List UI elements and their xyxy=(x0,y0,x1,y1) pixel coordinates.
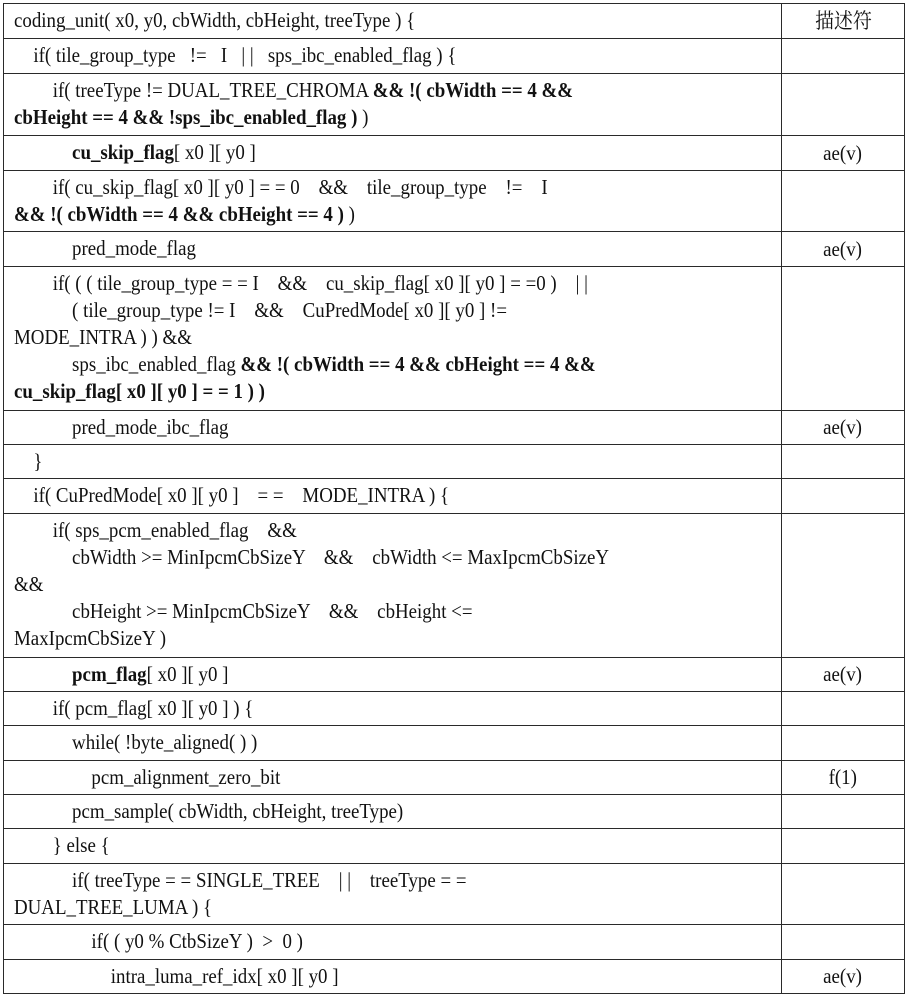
syntax-line xyxy=(14,351,704,378)
syntax-table-body xyxy=(4,4,905,994)
syntax-line xyxy=(14,414,704,441)
table-row xyxy=(4,171,905,232)
table-row xyxy=(4,445,905,479)
syntax-text: while( !byte_aligned( ) ) xyxy=(72,730,258,754)
syntax-text: pred_mode_flag xyxy=(72,236,196,260)
syntax-text: MODE_INTRA ) ) && xyxy=(14,325,192,349)
descriptor-cell xyxy=(782,960,905,994)
syntax-bold-text: cbHeight == 4 && !sps_ibc_enabled_flag ) xyxy=(14,105,363,129)
syntax-bold-text: && !( cbWidth == 4 && cbHeight == 4 ) xyxy=(14,202,349,226)
table-row xyxy=(4,829,905,864)
descriptor-text: ae(v) xyxy=(823,964,863,988)
syntax-bold-text: && !( cbWidth == 4 && cbHeight == 4 && xyxy=(240,352,596,376)
syntax-text: if( treeType = = SINGLE_TREE | | treeType = = xyxy=(72,868,467,892)
syntax-table xyxy=(3,3,905,994)
syntax-cell xyxy=(4,726,782,761)
syntax-text: if( pcm_flag[ x0 ][ y0 ] ) { xyxy=(52,696,254,720)
syntax-line xyxy=(14,798,704,825)
syntax-cell xyxy=(4,960,782,994)
descriptor-cell xyxy=(782,692,905,726)
syntax-line xyxy=(14,324,704,351)
syntax-line xyxy=(14,448,704,475)
syntax-line xyxy=(14,482,704,509)
table-row xyxy=(4,479,905,514)
descriptor-header-text: 描述符 xyxy=(814,8,872,33)
syntax-text: } else { xyxy=(52,833,110,857)
descriptor-cell xyxy=(782,74,905,136)
syntax-line xyxy=(14,544,704,571)
syntax-line xyxy=(14,139,704,166)
table-row xyxy=(4,514,905,658)
syntax-bold-text: cu_skip_flag xyxy=(72,140,174,164)
syntax-cell xyxy=(4,795,782,829)
syntax-cell xyxy=(4,136,782,171)
descriptor-cell xyxy=(782,658,905,692)
syntax-cell xyxy=(4,829,782,864)
syntax-text: if( cu_skip_flag[ x0 ][ y0 ] = = 0 && tile_group_type != I xyxy=(52,175,548,199)
table-row xyxy=(4,39,905,74)
table-row xyxy=(4,925,905,960)
table-row xyxy=(4,267,905,411)
syntax-cell xyxy=(4,74,782,136)
table-row xyxy=(4,74,905,136)
descriptor-text: ae(v) xyxy=(823,415,863,439)
descriptor-text: ae(v) xyxy=(823,662,863,686)
syntax-bold-text: && !( cbWidth == 4 && xyxy=(372,78,573,102)
descriptor-text: ae(v) xyxy=(823,140,863,165)
syntax-line xyxy=(14,77,704,104)
syntax-text: pcm_sample( cbWidth, cbHeight, treeType) xyxy=(72,799,404,823)
descriptor-cell xyxy=(782,795,905,829)
syntax-text: } xyxy=(33,449,43,473)
table-row xyxy=(4,761,905,795)
syntax-text: if( sps_pcm_enabled_flag && xyxy=(52,518,297,542)
descriptor-cell xyxy=(782,514,905,658)
syntax-line xyxy=(14,695,704,722)
syntax-text: if( tile_group_type != I | | sps_ibc_enabled_flag ) { xyxy=(33,43,457,67)
descriptor-header-cell xyxy=(782,4,905,39)
syntax-text: [ x0 ][ y0 ] xyxy=(146,662,229,686)
syntax-cell xyxy=(4,692,782,726)
syntax-cell xyxy=(4,479,782,514)
syntax-line xyxy=(14,764,704,791)
descriptor-text: f(1) xyxy=(828,765,858,789)
syntax-cell xyxy=(4,411,782,445)
syntax-bold-text: cu_skip_flag[ x0 ][ y0 ] = = 1 ) ) xyxy=(14,379,265,403)
syntax-text: if( ( y0 % CtbSizeY ) > 0 ) xyxy=(91,929,303,953)
table-row xyxy=(4,960,905,994)
descriptor-cell xyxy=(782,232,905,267)
descriptor-cell xyxy=(782,171,905,232)
descriptor-cell xyxy=(782,267,905,411)
syntax-line xyxy=(14,832,704,859)
syntax-cell xyxy=(4,171,782,232)
syntax-cell xyxy=(4,761,782,795)
syntax-text: intra_luma_ref_idx[ x0 ][ y0 ] xyxy=(110,964,339,988)
descriptor-cell xyxy=(782,925,905,960)
syntax-text: sps_ibc_enabled_flag xyxy=(72,352,241,376)
syntax-text: MaxIpcmCbSizeY ) xyxy=(14,626,167,650)
table-row xyxy=(4,232,905,267)
syntax-line xyxy=(14,201,704,228)
descriptor-cell xyxy=(782,136,905,171)
syntax-text: cbWidth >= MinIpcmCbSizeY && cbWidth <= MaxIpcmCbSizeY xyxy=(72,545,610,569)
descriptor-cell xyxy=(782,829,905,864)
syntax-cell xyxy=(4,925,782,960)
table-header-row xyxy=(4,4,905,39)
descriptor-cell xyxy=(782,479,905,514)
descriptor-cell xyxy=(782,445,905,479)
table-row xyxy=(4,658,905,692)
syntax-line xyxy=(14,104,704,131)
syntax-line xyxy=(14,963,704,990)
descriptor-cell xyxy=(782,864,905,925)
syntax-text: cbHeight >= MinIpcmCbSizeY && cbHeight <= xyxy=(72,599,473,623)
syntax-text: ( tile_group_type != I && CuPredMode[ x0 ][ y0 ] != xyxy=(72,298,508,322)
descriptor-cell xyxy=(782,39,905,74)
syntax-text: ) xyxy=(348,202,355,226)
syntax-bold-text: pcm_flag xyxy=(72,662,147,686)
syntax-cell xyxy=(4,267,782,411)
syntax-text: if( ( ( tile_group_type = = I && cu_skip_flag[ x0 ][ y0 ] = =0 ) | | xyxy=(52,271,588,295)
syntax-cell xyxy=(4,514,782,658)
descriptor-text: ae(v) xyxy=(823,236,863,261)
syntax-line xyxy=(14,894,704,921)
table-row xyxy=(4,136,905,171)
syntax-text: && xyxy=(14,572,44,596)
descriptor-cell xyxy=(782,761,905,795)
table-row xyxy=(4,726,905,761)
syntax-cell xyxy=(4,232,782,267)
syntax-cell xyxy=(4,445,782,479)
table-row xyxy=(4,795,905,829)
syntax-cell xyxy=(4,864,782,925)
syntax-line xyxy=(14,928,704,955)
syntax-text: pcm_alignment_zero_bit xyxy=(91,765,281,789)
syntax-line xyxy=(14,174,704,201)
syntax-text: if( treeType != DUAL_TREE_CHROMA xyxy=(52,78,373,102)
syntax-cell xyxy=(4,39,782,74)
syntax-cell xyxy=(4,658,782,692)
syntax-line xyxy=(14,42,704,69)
table-row xyxy=(4,692,905,726)
syntax-header-text: coding_unit( x0, y0, cbWidth, cbHeight, treeType ) { xyxy=(14,8,416,32)
syntax-line xyxy=(14,625,704,652)
syntax-line xyxy=(14,517,704,544)
syntax-line xyxy=(14,598,704,625)
syntax-line xyxy=(14,867,704,894)
syntax-text: pred_mode_ibc_flag xyxy=(72,415,229,439)
syntax-text: if( CuPredMode[ x0 ][ y0 ] = = MODE_INTRA ) { xyxy=(33,483,450,507)
syntax-line xyxy=(14,571,704,598)
syntax-line xyxy=(14,378,704,405)
syntax-text: DUAL_TREE_LUMA ) { xyxy=(14,895,213,919)
syntax-line xyxy=(14,235,704,262)
syntax-line xyxy=(14,270,704,297)
syntax-text: ) xyxy=(362,105,369,129)
descriptor-cell xyxy=(782,411,905,445)
descriptor-cell xyxy=(782,726,905,761)
table-row xyxy=(4,864,905,925)
syntax-line xyxy=(14,297,704,324)
table-row xyxy=(4,411,905,445)
syntax-line xyxy=(14,661,704,688)
syntax-text: [ x0 ][ y0 ] xyxy=(173,140,256,164)
syntax-line xyxy=(14,729,704,756)
syntax-header-cell xyxy=(4,4,782,39)
